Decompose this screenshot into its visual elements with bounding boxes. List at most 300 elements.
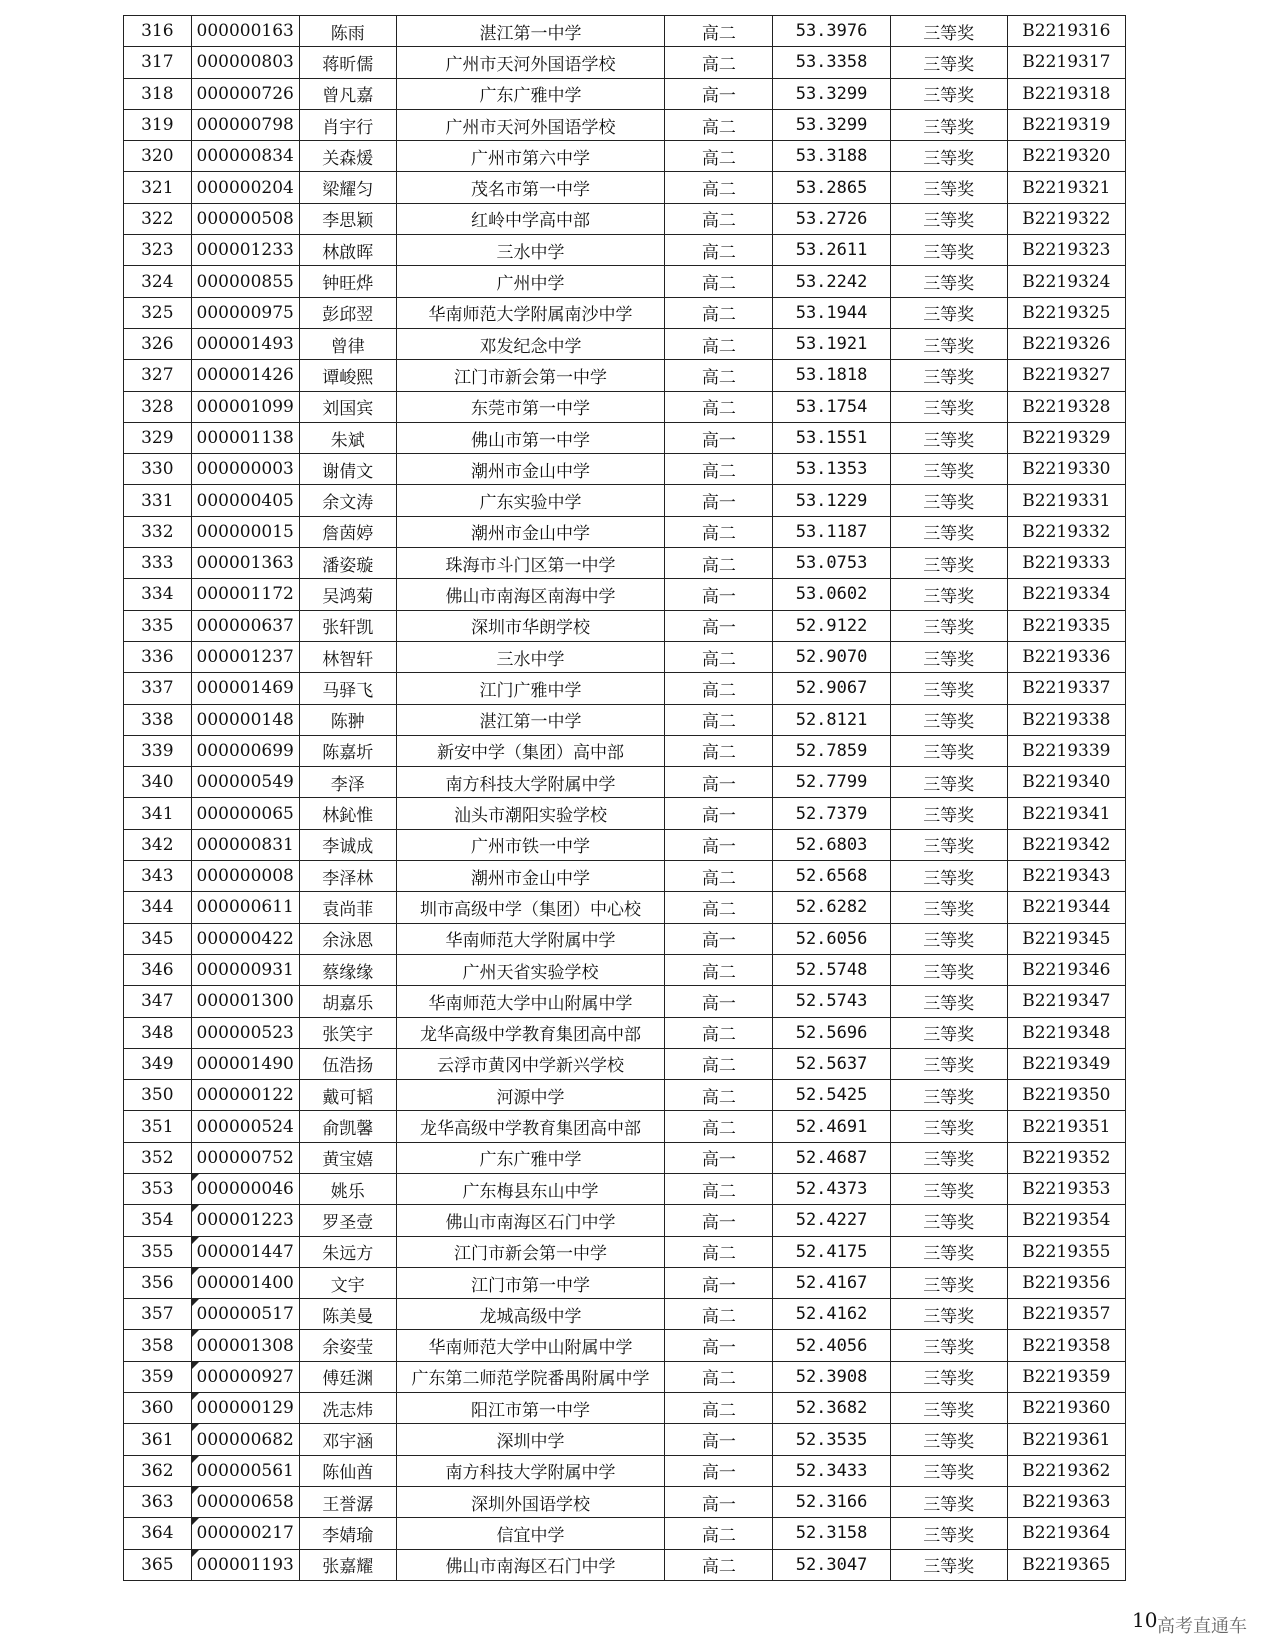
score-cell: 53.2611 [773,235,890,266]
table-row [124,16,1126,47]
student-id-cell: 000001400 [191,1267,299,1298]
table-row [124,360,1126,391]
rank-cell: 321 [124,172,192,203]
rank-cell: 335 [124,610,192,641]
grade-cell: 高一 [665,923,773,954]
rank-cell: 365 [124,1549,192,1580]
certificate-number-cell: B2219357 [1007,1299,1125,1330]
rank-cell: 334 [124,579,192,610]
school-cell: 广东广雅中学 [396,1142,665,1173]
student-name-cell: 钟旺烨 [299,266,396,297]
score-cell: 52.5748 [773,954,890,985]
score-cell: 53.3299 [773,78,890,109]
certificate-number-cell: B2219346 [1007,954,1125,985]
rank-cell: 347 [124,986,192,1017]
student-id-cell: 000000752 [191,1142,299,1173]
rank-cell: 355 [124,1236,192,1267]
student-id-cell: 000000122 [191,1080,299,1111]
student-id-cell: 000000658 [191,1486,299,1517]
rank-cell: 349 [124,1048,192,1079]
school-cell: 三水中学 [396,641,665,672]
student-id-cell: 000000517 [191,1299,299,1330]
table-row [124,266,1126,297]
grade-cell: 高二 [665,1361,773,1392]
award-cell: 三等奖 [890,1017,1007,1048]
table-row [124,1299,1126,1330]
student-id-cell: 000001099 [191,391,299,422]
certificate-number-cell: B2219344 [1007,892,1125,923]
table-row [124,516,1126,547]
award-cell: 三等奖 [890,172,1007,203]
award-cell: 三等奖 [890,579,1007,610]
school-cell: 广州市第六中学 [396,141,665,172]
certificate-number-cell: B2219334 [1007,579,1125,610]
rank-cell: 327 [124,360,192,391]
award-cell: 三等奖 [890,1549,1007,1580]
grade-cell: 高一 [665,829,773,860]
school-cell: 佛山市第一中学 [396,422,665,453]
award-cell: 三等奖 [890,1455,1007,1486]
table-row [124,1424,1126,1455]
student-name-cell: 陈嘉圻 [299,735,396,766]
student-name-cell: 陈雨 [299,16,396,47]
student-id-cell: 000001237 [191,641,299,672]
student-id-cell: 000000163 [191,16,299,47]
table-row [124,954,1126,985]
grade-cell: 高二 [665,516,773,547]
certificate-number-cell: B2219363 [1007,1486,1125,1517]
school-cell: 珠海市斗门区第一中学 [396,548,665,579]
rank-cell: 316 [124,16,192,47]
certificate-number-cell: B2219364 [1007,1518,1125,1549]
school-cell: 信宜中学 [396,1518,665,1549]
student-name-cell: 李思颖 [299,203,396,234]
grade-cell: 高二 [665,141,773,172]
school-cell: 龙华高级中学教育集团高中部 [396,1111,665,1142]
table-row [124,1173,1126,1204]
award-cell: 三等奖 [890,391,1007,422]
score-cell: 53.2242 [773,266,890,297]
score-cell: 52.5425 [773,1080,890,1111]
certificate-number-cell: B2219361 [1007,1424,1125,1455]
school-cell: 阳江市第一中学 [396,1393,665,1424]
table-row [124,1080,1126,1111]
student-id-cell: 000001469 [191,673,299,704]
school-cell: 江门市新会第一中学 [396,360,665,391]
award-cell: 三等奖 [890,1205,1007,1236]
score-cell: 52.4691 [773,1111,890,1142]
student-id-cell: 000001300 [191,986,299,1017]
rank-cell: 340 [124,767,192,798]
grade-cell: 高二 [665,1393,773,1424]
table-row [124,454,1126,485]
table-row [124,798,1126,829]
rank-cell: 362 [124,1455,192,1486]
school-cell: 华南师范大学附属中学 [396,923,665,954]
award-cell: 三等奖 [890,1330,1007,1361]
score-cell: 53.1551 [773,422,890,453]
rank-cell: 323 [124,235,192,266]
student-name-cell: 邓宇涵 [299,1424,396,1455]
student-id-cell: 000000726 [191,78,299,109]
student-id-cell: 000000798 [191,109,299,140]
score-cell: 52.7379 [773,798,890,829]
grade-cell: 高二 [665,328,773,359]
grade-cell: 高二 [665,704,773,735]
award-cell: 三等奖 [890,360,1007,391]
table-row [124,1111,1126,1142]
school-cell: 深圳外国语学校 [396,1486,665,1517]
certificate-number-cell: B2219338 [1007,704,1125,735]
certificate-number-cell: B2219356 [1007,1267,1125,1298]
award-cell: 三等奖 [890,673,1007,704]
score-cell: 53.3299 [773,109,890,140]
rank-cell: 331 [124,485,192,516]
table-row [124,1048,1126,1079]
score-cell: 52.4175 [773,1236,890,1267]
student-id-cell: 000000003 [191,454,299,485]
student-id-cell: 000000831 [191,829,299,860]
table-row [124,861,1126,892]
table-row [124,1205,1126,1236]
award-cell: 三等奖 [890,1236,1007,1267]
rank-cell: 353 [124,1173,192,1204]
table-row [124,1486,1126,1517]
student-name-cell: 李诚成 [299,829,396,860]
award-cell: 三等奖 [890,892,1007,923]
student-name-cell: 林啟晖 [299,235,396,266]
rank-cell: 326 [124,328,192,359]
score-cell: 53.3188 [773,141,890,172]
certificate-number-cell: B2219327 [1007,360,1125,391]
score-cell: 52.4167 [773,1267,890,1298]
table-row [124,1549,1126,1580]
certificate-number-cell: B2219341 [1007,798,1125,829]
award-cell: 三等奖 [890,610,1007,641]
award-cell: 三等奖 [890,16,1007,47]
award-cell: 三等奖 [890,1299,1007,1330]
grade-cell: 高一 [665,579,773,610]
certificate-number-cell: B2219349 [1007,1048,1125,1079]
rank-cell: 333 [124,548,192,579]
score-cell: 52.7859 [773,735,890,766]
rank-cell: 341 [124,798,192,829]
school-cell: 南方科技大学附属中学 [396,767,665,798]
table-row [124,235,1126,266]
grade-cell: 高二 [665,297,773,328]
school-cell: 广东梅县东山中学 [396,1173,665,1204]
award-cell: 三等奖 [890,266,1007,297]
award-cell: 三等奖 [890,47,1007,78]
score-cell: 52.5696 [773,1017,890,1048]
student-id-cell: 000000611 [191,892,299,923]
certificate-number-cell: B2219354 [1007,1205,1125,1236]
award-cell: 三等奖 [890,141,1007,172]
certificate-number-cell: B2219353 [1007,1173,1125,1204]
grade-cell: 高一 [665,986,773,1017]
rank-cell: 356 [124,1267,192,1298]
student-name-cell: 胡嘉乐 [299,986,396,1017]
school-cell: 龙城高级中学 [396,1299,665,1330]
student-name-cell: 袁尚菲 [299,892,396,923]
grade-cell: 高二 [665,548,773,579]
score-cell: 52.4373 [773,1173,890,1204]
grade-cell: 高二 [665,203,773,234]
award-cell: 三等奖 [890,203,1007,234]
table-row [124,829,1126,860]
student-id-cell: 000000855 [191,266,299,297]
student-id-cell: 000000046 [191,1173,299,1204]
student-name-cell: 余姿莹 [299,1330,396,1361]
student-id-cell: 000000148 [191,704,299,735]
student-name-cell: 李婧瑜 [299,1518,396,1549]
student-id-cell: 000001308 [191,1330,299,1361]
table-row [124,47,1126,78]
rank-cell: 324 [124,266,192,297]
rank-cell: 345 [124,923,192,954]
grade-cell: 高一 [665,1142,773,1173]
certificate-number-cell: B2219329 [1007,422,1125,453]
grade-cell: 高一 [665,1267,773,1298]
score-cell: 52.6282 [773,892,890,923]
rank-cell: 352 [124,1142,192,1173]
table-row [124,1330,1126,1361]
student-id-cell: 000000508 [191,203,299,234]
table-row [124,1393,1126,1424]
rank-cell: 330 [124,454,192,485]
student-name-cell: 曾律 [299,328,396,359]
student-name-cell: 陈美曼 [299,1299,396,1330]
student-name-cell: 吴鸿菊 [299,579,396,610]
certificate-number-cell: B2219317 [1007,47,1125,78]
student-name-cell: 黄宝嬉 [299,1142,396,1173]
table-row [124,579,1126,610]
student-id-cell: 000001447 [191,1236,299,1267]
grade-cell: 高一 [665,610,773,641]
score-cell: 52.7799 [773,767,890,798]
grade-cell: 高二 [665,1236,773,1267]
student-id-cell: 000001138 [191,422,299,453]
certificate-number-cell: B2219319 [1007,109,1125,140]
student-id-cell: 000001493 [191,328,299,359]
student-name-cell: 伍浩扬 [299,1048,396,1079]
table-row [124,1142,1126,1173]
rank-cell: 339 [124,735,192,766]
student-name-cell: 冼志炜 [299,1393,396,1424]
grade-cell: 高一 [665,1330,773,1361]
award-cell: 三等奖 [890,297,1007,328]
table-row [124,203,1126,234]
grade-cell: 高二 [665,1299,773,1330]
student-id-cell: 000000682 [191,1424,299,1455]
certificate-number-cell: B2219345 [1007,923,1125,954]
school-cell: 佛山市南海区南海中学 [396,579,665,610]
grade-cell: 高二 [665,861,773,892]
grade-cell: 高二 [665,360,773,391]
certificate-number-cell: B2219333 [1007,548,1125,579]
student-name-cell: 朱斌 [299,422,396,453]
table-row [124,485,1126,516]
grade-cell: 高二 [665,735,773,766]
school-cell: 红岭中学高中部 [396,203,665,234]
grade-cell: 高一 [665,798,773,829]
certificate-number-cell: B2219323 [1007,235,1125,266]
table-row [124,141,1126,172]
school-cell: 潮州市金山中学 [396,861,665,892]
rank-cell: 361 [124,1424,192,1455]
award-cell: 三等奖 [890,516,1007,547]
student-id-cell: 000001223 [191,1205,299,1236]
student-name-cell: 蒋昕儒 [299,47,396,78]
certificate-number-cell: B2219336 [1007,641,1125,672]
school-cell: 邓发纪念中学 [396,328,665,359]
student-name-cell: 詹茵婷 [299,516,396,547]
certificate-number-cell: B2219362 [1007,1455,1125,1486]
table-row [124,986,1126,1017]
student-id-cell: 000001363 [191,548,299,579]
rank-cell: 336 [124,641,192,672]
school-cell: 汕头市潮阳实验学校 [396,798,665,829]
grade-cell: 高一 [665,767,773,798]
school-cell: 广州中学 [396,266,665,297]
table-row [124,923,1126,954]
school-cell: 江门广雅中学 [396,673,665,704]
school-cell: 深圳市华朗学校 [396,610,665,641]
score-cell: 53.1187 [773,516,890,547]
school-cell: 广州市天河外国语学校 [396,109,665,140]
student-id-cell: 000000931 [191,954,299,985]
certificate-number-cell: B2219350 [1007,1080,1125,1111]
certificate-number-cell: B2219355 [1007,1236,1125,1267]
score-cell: 52.4227 [773,1205,890,1236]
grade-cell: 高二 [665,1549,773,1580]
rank-cell: 364 [124,1518,192,1549]
school-cell: 南方科技大学附属中学 [396,1455,665,1486]
page-number: 10 [1132,1608,1158,1632]
student-name-cell: 梁耀匀 [299,172,396,203]
certificate-number-cell: B2219342 [1007,829,1125,860]
school-cell: 潮州市金山中学 [396,516,665,547]
table-row [124,1518,1126,1549]
school-cell: 广东实验中学 [396,485,665,516]
rank-cell: 358 [124,1330,192,1361]
student-id-cell: 000000803 [191,47,299,78]
certificate-number-cell: B2219324 [1007,266,1125,297]
score-cell: 52.4162 [773,1299,890,1330]
grade-cell: 高一 [665,485,773,516]
certificate-number-cell: B2219365 [1007,1549,1125,1580]
grade-cell: 高二 [665,172,773,203]
grade-cell: 高二 [665,109,773,140]
rank-cell: 351 [124,1111,192,1142]
table-row [124,422,1126,453]
award-cell: 三等奖 [890,798,1007,829]
award-cell: 三等奖 [890,829,1007,860]
grade-cell: 高二 [665,454,773,485]
table-row [124,548,1126,579]
score-cell: 52.3433 [773,1455,890,1486]
grade-cell: 高一 [665,1205,773,1236]
student-name-cell: 谭峻熙 [299,360,396,391]
student-name-cell: 李泽林 [299,861,396,892]
student-name-cell: 蔡缘缘 [299,954,396,985]
award-cell: 三等奖 [890,704,1007,735]
student-name-cell: 文宇 [299,1267,396,1298]
school-cell: 深圳中学 [396,1424,665,1455]
score-cell: 52.3908 [773,1361,890,1392]
student-id-cell: 000001193 [191,1549,299,1580]
certificate-number-cell: B2219321 [1007,172,1125,203]
award-cell: 三等奖 [890,548,1007,579]
rank-cell: 325 [124,297,192,328]
grade-cell: 高二 [665,1080,773,1111]
score-cell: 53.1921 [773,328,890,359]
student-id-cell: 000000549 [191,767,299,798]
certificate-number-cell: B2219339 [1007,735,1125,766]
student-name-cell: 戴可韬 [299,1080,396,1111]
score-cell: 52.3166 [773,1486,890,1517]
rank-cell: 322 [124,203,192,234]
school-cell: 广州市铁一中学 [396,829,665,860]
student-name-cell: 李泽 [299,767,396,798]
student-id-cell: 000001490 [191,1048,299,1079]
school-cell: 河源中学 [396,1080,665,1111]
grade-cell: 高二 [665,266,773,297]
certificate-number-cell: B2219325 [1007,297,1125,328]
rank-cell: 348 [124,1017,192,1048]
award-cell: 三等奖 [890,954,1007,985]
student-id-cell: 000000699 [191,735,299,766]
rank-cell: 337 [124,673,192,704]
table-row [124,673,1126,704]
score-cell: 53.1754 [773,391,890,422]
award-cell: 三等奖 [890,78,1007,109]
table-row [124,1017,1126,1048]
award-cell: 三等奖 [890,1173,1007,1204]
student-name-cell: 余泳恩 [299,923,396,954]
certificate-number-cell: B2219351 [1007,1111,1125,1142]
score-cell: 52.3682 [773,1393,890,1424]
certificate-number-cell: B2219358 [1007,1330,1125,1361]
award-cell: 三等奖 [890,422,1007,453]
certificate-number-cell: B2219316 [1007,16,1125,47]
school-cell: 茂名市第一中学 [396,172,665,203]
grade-cell: 高一 [665,1424,773,1455]
grade-cell: 高二 [665,391,773,422]
school-cell: 佛山市南海区石门中学 [396,1205,665,1236]
grade-cell: 高一 [665,422,773,453]
student-name-cell: 谢倩文 [299,454,396,485]
rank-cell: 317 [124,47,192,78]
certificate-number-cell: B2219330 [1007,454,1125,485]
student-name-cell: 张轩凯 [299,610,396,641]
score-cell: 53.3976 [773,16,890,47]
award-cell: 三等奖 [890,1142,1007,1173]
rank-cell: 357 [124,1299,192,1330]
score-cell: 53.1229 [773,485,890,516]
rank-cell: 354 [124,1205,192,1236]
school-cell: 华南师范大学附属南沙中学 [396,297,665,328]
student-id-cell: 000000524 [191,1111,299,1142]
certificate-number-cell: B2219348 [1007,1017,1125,1048]
school-cell: 潮州市金山中学 [396,454,665,485]
award-cell: 三等奖 [890,986,1007,1017]
student-name-cell: 曾凡嘉 [299,78,396,109]
student-id-cell: 000000561 [191,1455,299,1486]
score-cell: 53.2865 [773,172,890,203]
award-cell: 三等奖 [890,1486,1007,1517]
score-cell: 52.9122 [773,610,890,641]
